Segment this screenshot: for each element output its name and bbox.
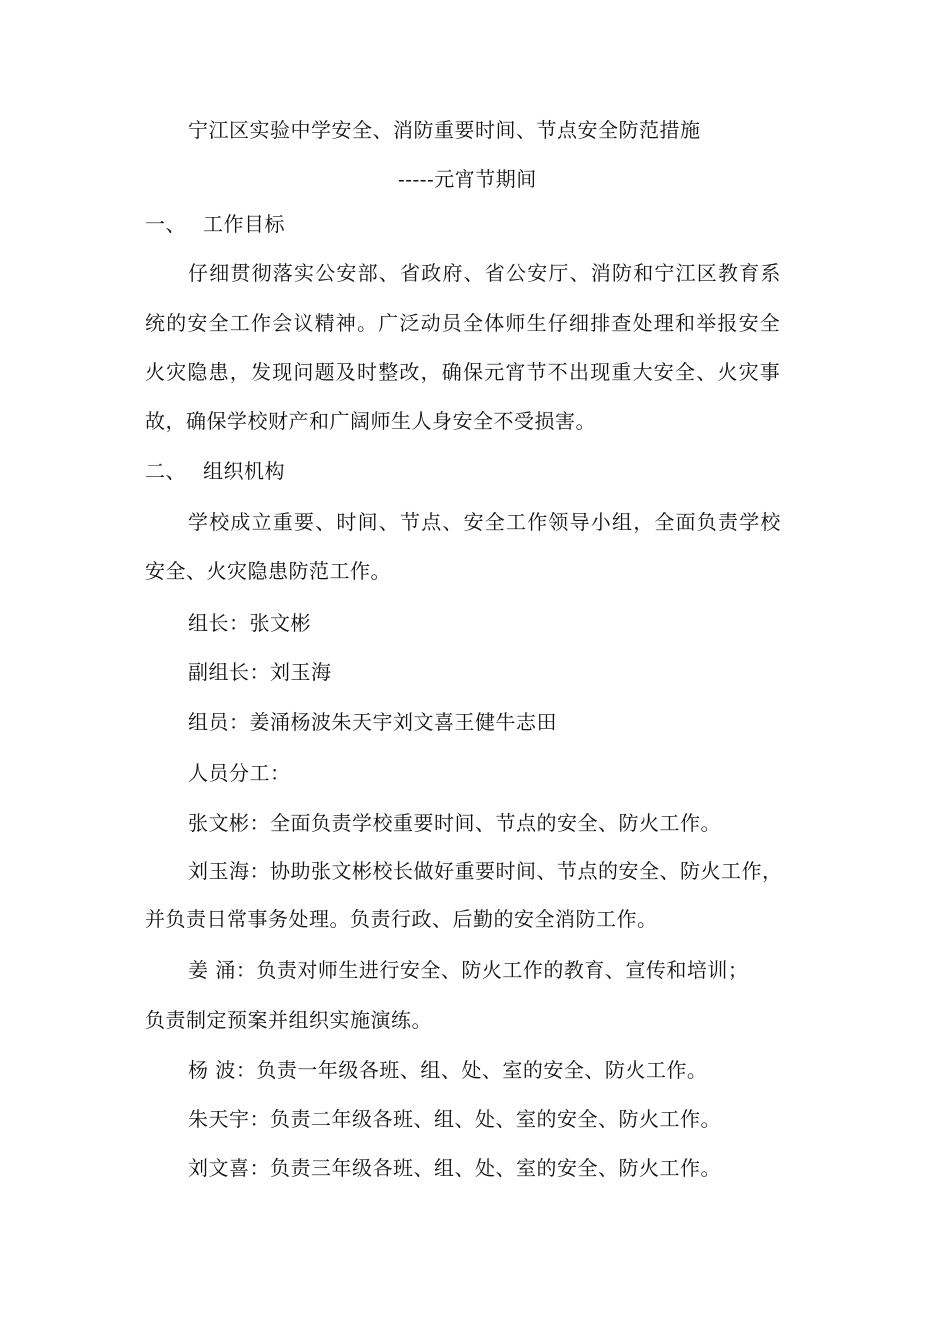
document-subtitle: -----元宵节期间 (398, 167, 537, 191)
section-1-paragraph-line: 统的安全工作会议精神。广泛动员全体师生仔细排查处理和举报安全 (145, 311, 781, 335)
duty-line: 刘文喜：负责三年级各班、组、处、室的安全、防火工作。 (188, 1156, 721, 1180)
section-2-paragraph-line: 学校成立重要、时间、节点、安全工作领导小组，全面负责学校 (188, 510, 782, 534)
duty-line: 并负责日常事务处理。负责行政、后勤的安全消防工作。 (145, 907, 658, 931)
division-heading: 人员分工： (188, 761, 291, 785)
duty-line: 负责制定预案并组织实施演练。 (145, 1008, 432, 1032)
section-1-title: 工作目标 (203, 212, 285, 236)
section-1-paragraph-line: 仔细贯彻落实公安部、省政府、省公安厅、消防和宁江区教育系 (188, 261, 782, 285)
section-2-number: 二、 (145, 459, 186, 483)
document-title: 宁江区实验中学安全、消防重要时间、节点安全防范措施 (188, 118, 701, 142)
section-2-paragraph-line: 安全、火灾隐患防范工作。 (145, 559, 391, 583)
duty-line: 朱天宇：负责二年级各班、组、处、室的安全、防火工作。 (188, 1107, 721, 1131)
section-1-paragraph-line: 火灾隐患，发现问题及时整改，确保元宵节不出现重大安全、火灾事 (145, 360, 781, 384)
duty-line: 刘玉海：协助张文彬校长做好重要时间、节点的安全、防火工作， (188, 859, 783, 883)
duty-line: 杨 波：负责一年级各班、组、处、室的安全、防火工作。 (188, 1058, 708, 1082)
group-leader: 组长：张文彬 (188, 611, 311, 635)
section-1-number: 一、 (145, 212, 186, 236)
duty-line: 张文彬：全面负责学校重要时间、节点的安全、防火工作。 (188, 811, 721, 835)
section-2-title: 组织机构 (203, 459, 285, 483)
group-members: 组员：姜涌杨波朱天宇刘文喜王健牛志田 (188, 710, 557, 734)
section-1-paragraph-line: 故，确保学校财产和广阔师生人身安全不受损害。 (145, 409, 596, 433)
duty-line: 姜 涌：负责对师生进行安全、防火工作的教育、宣传和培训； (188, 958, 749, 982)
group-deputy: 副组长：刘玉海 (188, 660, 332, 684)
